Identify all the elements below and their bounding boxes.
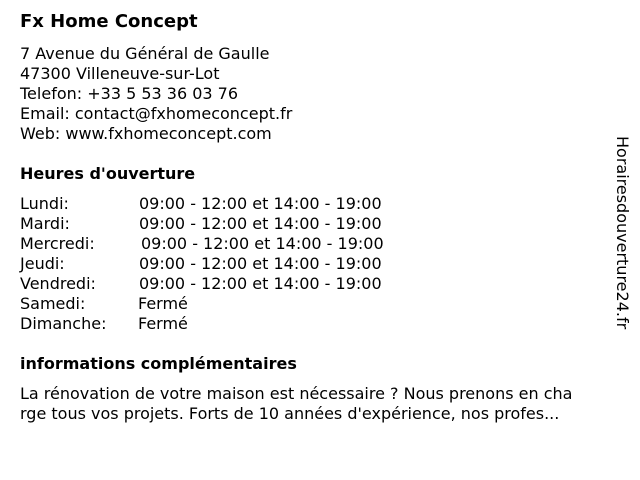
description-line: La rénovation de votre maison est nécessaire ? Nous prenons en cha [20, 384, 573, 403]
time-value: 09:00 - 12:00 et 14:00 - 19:00 [139, 194, 382, 213]
time-value: Fermé [138, 314, 188, 333]
email-line: Email: contact@fxhomeconcept.fr [20, 104, 293, 123]
address-line-city: 47300 Villeneuve-sur-Lot [20, 64, 220, 83]
additional-info-text [20, 384, 620, 424]
address-line-street: 7 Avenue du Général de Gaulle [20, 44, 270, 63]
day-label: Jeudi: [20, 254, 65, 273]
time-value: 09:00 - 12:00 et 14:00 - 19:00 [139, 254, 382, 273]
day-label: Vendredi: [20, 274, 96, 293]
opening-hours-heading: Heures d'ouverture [20, 164, 196, 183]
time-value: 09:00 - 12:00 et 14:00 - 19:00 [139, 214, 382, 233]
day-label: Mercredi: [20, 234, 95, 253]
day-label: Samedi: [20, 294, 86, 313]
time-value: 09:00 - 12:00 et 14:00 - 19:00 [141, 234, 384, 253]
web-line: Web: www.fxhomeconcept.com [20, 124, 272, 143]
contact-block [20, 44, 292, 144]
time-value: 09:00 - 12:00 et 14:00 - 19:00 [139, 274, 382, 293]
source-watermark: Horairesdouverture24.fr [613, 136, 632, 330]
day-label: Mardi: [20, 214, 70, 233]
day-label: Dimanche: [20, 314, 107, 333]
description-line: rge tous vos projets. Forts de 10 années d'expérience, nos profes... [20, 404, 560, 423]
day-label: Lundi: [20, 194, 69, 213]
time-value: Fermé [138, 294, 188, 313]
phone-line: Telefon: +33 5 53 36 03 76 [20, 84, 239, 103]
additional-info-heading: informations complémentaires [20, 354, 297, 373]
business-name: Fx Home Concept [20, 11, 198, 32]
